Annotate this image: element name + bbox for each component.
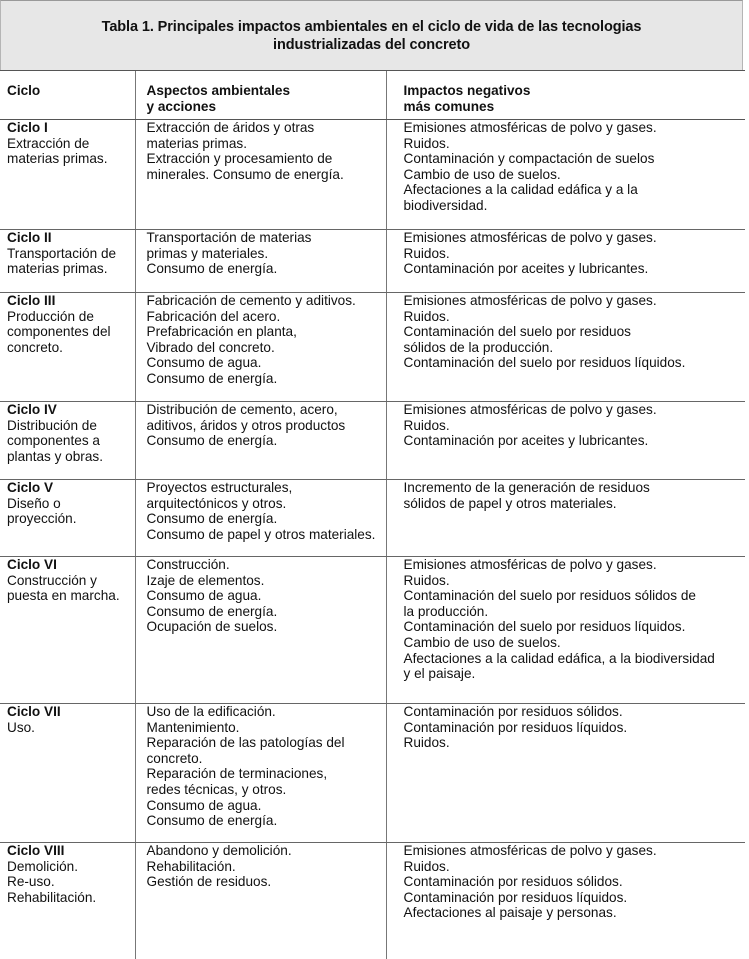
cell-line: Contaminación por residuos líquidos. bbox=[403, 719, 628, 735]
cycle-cell bbox=[0, 480, 135, 557]
cell-line: arquitectónicos y otros. bbox=[146, 495, 287, 511]
cycle-cell bbox=[0, 402, 135, 480]
impacts-list bbox=[404, 402, 744, 449]
cell-line: aditivos, áridos y otros productos bbox=[146, 417, 346, 433]
table-title-line: industrializadas del concreto bbox=[273, 36, 470, 53]
aspects-list bbox=[147, 230, 382, 277]
cell-line: Contaminación y compactación de suelos bbox=[403, 151, 655, 167]
cell-line: Vibrado del concreto. bbox=[146, 339, 275, 355]
cell-line: Emisiones atmosféricas de polvo y gases. bbox=[403, 843, 657, 858]
cell-line: Emisiones atmosféricas de polvo y gases. bbox=[403, 230, 657, 245]
cycle-name: Ciclo III bbox=[7, 293, 56, 308]
cycle-cell bbox=[0, 704, 135, 843]
impacts-list bbox=[404, 557, 744, 682]
cell-line: Afectaciones a la calidad edáfica, a la biodiversidad bbox=[403, 650, 715, 666]
cycle-description bbox=[7, 496, 131, 527]
cell-line: Contaminación por aceites y lubricantes. bbox=[403, 261, 649, 277]
cell-line: Rehabilitación. bbox=[7, 889, 97, 905]
impacts-cell bbox=[386, 557, 745, 704]
impacts-cell bbox=[386, 120, 745, 230]
impacts-table bbox=[0, 70, 745, 959]
cell-line: Cambio de uso de suelos. bbox=[403, 166, 561, 182]
cell-line: Distribución de bbox=[7, 417, 97, 433]
cell-line: Gestión de residuos. bbox=[146, 874, 272, 890]
header-row bbox=[0, 71, 745, 120]
impacts-list bbox=[404, 293, 744, 371]
table-row bbox=[0, 120, 745, 230]
cell-line: redes técnicas, y otros. bbox=[146, 781, 287, 797]
cell-line: Reparación de terminaciones, bbox=[146, 766, 328, 782]
header-impacts bbox=[386, 71, 745, 120]
cell-line: Proyectos estructurales, bbox=[146, 480, 293, 495]
cell-line: componentes del bbox=[7, 324, 111, 340]
cell-line: Consumo de energía. bbox=[146, 511, 278, 527]
cell-line: Transportación de materias bbox=[146, 230, 312, 245]
cell-line: Extracción de bbox=[7, 135, 90, 151]
cell-line: Diseño o bbox=[7, 495, 61, 511]
cell-line: y el paisaje. bbox=[403, 666, 476, 682]
table-title bbox=[62, 18, 682, 54]
cell-line: sólidos de la producción. bbox=[403, 339, 554, 355]
cycle-name: Ciclo I bbox=[7, 120, 48, 135]
cell-line: Producción de bbox=[7, 308, 94, 324]
table-caption bbox=[0, 0, 743, 70]
cell-line: Rehabilitación. bbox=[146, 858, 236, 874]
impacts-list bbox=[404, 843, 744, 921]
cell-line: Consumo de energía. bbox=[146, 433, 278, 449]
cell-line: Contaminación por residuos líquidos. bbox=[403, 889, 628, 905]
cell-line: Uso de la edificación. bbox=[146, 704, 276, 719]
cell-line: Consumo de agua. bbox=[146, 588, 262, 604]
cell-line: puesta en marcha. bbox=[7, 588, 120, 604]
cell-line: Contaminación del suelo por residuos bbox=[403, 324, 631, 340]
cell-line: Ruidos. bbox=[403, 417, 450, 433]
cycle-cell bbox=[0, 120, 135, 230]
table-row bbox=[0, 843, 745, 959]
aspects-cell bbox=[135, 230, 386, 293]
cell-line: Consumo de agua. bbox=[146, 797, 262, 813]
cell-line: Consumo de energía. bbox=[146, 261, 278, 277]
cell-line: Extracción y procesamiento de bbox=[146, 151, 333, 167]
cycle-description bbox=[7, 246, 131, 277]
cycle-cell bbox=[0, 557, 135, 704]
cycle-cell bbox=[0, 293, 135, 402]
cell-line: Mantenimiento. bbox=[146, 719, 240, 735]
aspects-cell bbox=[135, 704, 386, 843]
cell-line: Emisiones atmosféricas de polvo y gases. bbox=[403, 293, 657, 308]
cycle-name: Ciclo V bbox=[7, 480, 54, 495]
aspects-cell bbox=[135, 293, 386, 402]
table-title-line: Tabla 1. Principales impactos ambientales en el ciclo de vida de las tecnologias bbox=[101, 18, 642, 35]
cell-line: materias primas. bbox=[146, 135, 247, 151]
cell-line: primas y materiales. bbox=[146, 245, 269, 261]
impacts-list bbox=[404, 120, 744, 214]
cycle-name: Ciclo VII bbox=[7, 704, 61, 719]
table-row bbox=[0, 480, 745, 557]
cell-line: Contaminación del suelo por residuos sólidos de bbox=[403, 588, 696, 604]
cell-line: minerales. Consumo de energía. bbox=[146, 166, 344, 182]
cell-line: Afectaciones a la calidad edáfica y a la bbox=[403, 182, 638, 198]
cell-line: Incremento de la generación de residuos bbox=[403, 480, 650, 495]
table-row bbox=[0, 704, 745, 843]
cell-line: componentes a bbox=[7, 433, 100, 449]
cycle-description bbox=[7, 418, 131, 465]
impacts-cell bbox=[386, 402, 745, 480]
cell-line: concreto. bbox=[146, 750, 203, 766]
header-cycle bbox=[0, 71, 135, 120]
aspects-list bbox=[147, 557, 382, 635]
cell-line: Ruidos. bbox=[403, 858, 450, 874]
cycle-description bbox=[7, 573, 131, 604]
cell-line: la producción. bbox=[403, 603, 489, 619]
cell-line: Afectaciones al paisaje y personas. bbox=[403, 905, 617, 921]
impacts-cell bbox=[386, 704, 745, 843]
cell-line: Prefabricación en planta, bbox=[146, 324, 297, 340]
cell-line: Consumo de agua. bbox=[146, 355, 262, 371]
cell-line: Contaminación por residuos sólidos. bbox=[403, 874, 623, 890]
impacts-list bbox=[404, 230, 744, 277]
cell-line: plantas y obras. bbox=[7, 448, 103, 464]
cell-line: Cambio de uso de suelos. bbox=[403, 634, 561, 650]
cell-line: Extracción de áridos y otras bbox=[146, 120, 315, 135]
aspects-list bbox=[147, 480, 382, 542]
aspects-cell bbox=[135, 557, 386, 704]
table-row bbox=[0, 293, 745, 402]
cell-line: Consumo de energía. bbox=[146, 813, 278, 829]
cell-line: Transportación de bbox=[7, 245, 117, 261]
cell-line: biodiversidad. bbox=[403, 197, 488, 213]
cell-line: Emisiones atmosféricas de polvo y gases. bbox=[403, 120, 657, 135]
cell-line: Construcción. bbox=[146, 557, 230, 572]
table-header bbox=[0, 71, 745, 120]
header-impacts-label: Impactos negativos bbox=[403, 83, 531, 98]
header-impacts-label: más comunes bbox=[403, 98, 495, 114]
cell-line: concreto. bbox=[7, 339, 63, 355]
cell-line: Contaminación del suelo por residuos líquidos. bbox=[403, 355, 686, 371]
cell-line: Ruidos. bbox=[403, 735, 450, 751]
cycle-name: Ciclo IV bbox=[7, 402, 57, 417]
cell-line: Contaminación por aceites y lubricantes. bbox=[403, 433, 649, 449]
cycle-description bbox=[7, 136, 131, 167]
impacts-cell bbox=[386, 480, 745, 557]
cell-line: Ruidos. bbox=[403, 245, 450, 261]
cell-line: Distribución de cemento, acero, bbox=[146, 402, 338, 417]
header-aspects-label: Aspectos ambientales bbox=[146, 83, 291, 98]
cell-line: materias primas. bbox=[7, 151, 108, 167]
cell-line: Emisiones atmosféricas de polvo y gases. bbox=[403, 557, 657, 572]
cell-line: Demolición. bbox=[7, 858, 79, 874]
aspects-list bbox=[147, 293, 382, 387]
impacts-list bbox=[404, 480, 744, 511]
cycle-name: Ciclo VI bbox=[7, 557, 57, 572]
header-aspects bbox=[135, 71, 386, 120]
cell-line: Uso. bbox=[7, 719, 35, 735]
cell-line: Ruidos. bbox=[403, 135, 450, 151]
impacts-cell bbox=[386, 293, 745, 402]
aspects-list bbox=[147, 704, 382, 829]
aspects-cell bbox=[135, 402, 386, 480]
impacts-list bbox=[404, 704, 744, 751]
cycle-cell bbox=[0, 230, 135, 293]
table-row bbox=[0, 402, 745, 480]
cell-line: Fabricación de cemento y aditivos. bbox=[146, 293, 356, 308]
cycle-description bbox=[7, 720, 131, 736]
cycle-description bbox=[7, 309, 131, 356]
cycle-name: Ciclo VIII bbox=[7, 843, 65, 858]
cell-line: Contaminación por residuos sólidos. bbox=[403, 704, 623, 719]
cycle-description bbox=[7, 859, 131, 906]
impacts-cell bbox=[386, 230, 745, 293]
header-aspects-label: y acciones bbox=[146, 98, 217, 114]
cell-line: Consumo de energía. bbox=[146, 603, 278, 619]
aspects-list bbox=[147, 843, 382, 890]
aspects-list bbox=[147, 120, 382, 182]
cell-line: proyección. bbox=[7, 511, 77, 527]
cell-line: Consumo de energía. bbox=[146, 370, 278, 386]
table-row bbox=[0, 557, 745, 704]
aspects-cell bbox=[135, 480, 386, 557]
cell-line: Emisiones atmosféricas de polvo y gases. bbox=[403, 402, 657, 417]
table-row bbox=[0, 230, 745, 293]
cycle-cell bbox=[0, 843, 135, 959]
cell-line: Ruidos. bbox=[403, 572, 450, 588]
cell-line: Re-uso. bbox=[7, 874, 55, 890]
cell-line: Consumo de papel y otros materiales. bbox=[146, 526, 376, 542]
aspects-list bbox=[147, 402, 382, 449]
impacts-cell bbox=[386, 843, 745, 959]
cell-line: Ruidos. bbox=[403, 308, 450, 324]
table-body bbox=[0, 120, 745, 959]
cell-line: Ocupación de suelos. bbox=[146, 619, 278, 635]
cell-line: Fabricación del acero. bbox=[146, 308, 281, 324]
cell-line: Izaje de elementos. bbox=[146, 572, 265, 588]
header-cycle-label: Ciclo bbox=[7, 83, 41, 98]
cell-line: Contaminación del suelo por residuos líquidos. bbox=[403, 619, 686, 635]
cell-line: materias primas. bbox=[7, 261, 108, 277]
aspects-cell bbox=[135, 120, 386, 230]
cell-line: sólidos de papel y otros materiales. bbox=[403, 495, 617, 511]
cycle-name: Ciclo II bbox=[7, 230, 52, 245]
aspects-cell bbox=[135, 843, 386, 959]
cell-line: Reparación de las patologías del bbox=[146, 735, 345, 751]
cell-line: Abandono y demolición. bbox=[146, 843, 292, 858]
cell-line: Construcción y bbox=[7, 572, 97, 588]
